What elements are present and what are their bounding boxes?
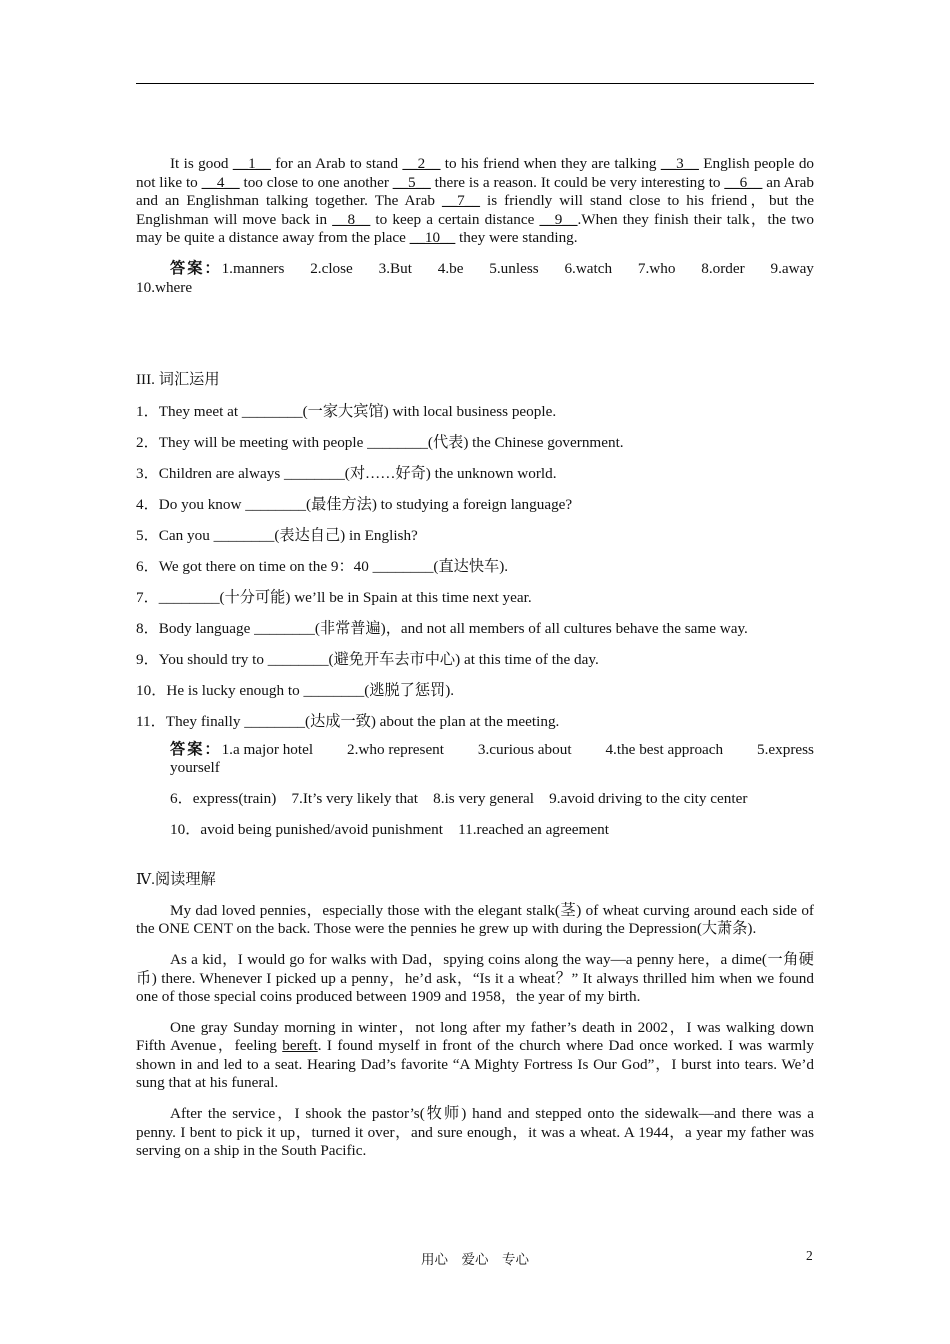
reading-paragraph: One gray Sunday morning in winter，not long after my father’s death in 2002，I was walking down Fifth Avenue，feeling bereft. I found myself in front of the church where Dad once worked. I was warmly shown in and led to a seat. Hearing Dad’s favorite “A Mighty Fortress Is Our God”，I burst into tears. We’d sung that at his funeral. bbox=[136, 1018, 814, 1092]
cloze-blank-5: __5__ bbox=[392, 173, 431, 191]
answer-item: 2.who represent bbox=[347, 740, 444, 758]
vocab-answers bbox=[136, 741, 814, 839]
cloze-blank-2: __2__ bbox=[402, 155, 441, 172]
cloze-blank-8: __8__ bbox=[332, 210, 371, 228]
header-rule bbox=[136, 83, 814, 84]
vocab-item: 8．Body language ________(非常普遍)，and not all members of all cultures behave the same way. bbox=[136, 619, 748, 637]
cloze-blank-10: __10__ bbox=[409, 229, 456, 247]
answer-label: 答案： bbox=[170, 740, 222, 758]
cloze-blank-1: __1__ bbox=[232, 155, 271, 172]
answer-item: 1.manners bbox=[221, 259, 285, 277]
section-heading-vocab: III. 词汇运用 bbox=[136, 371, 220, 389]
vocab-list bbox=[136, 396, 814, 737]
vocab-item: 3．Children are always ________(对……好奇) the unknown world. bbox=[136, 464, 557, 482]
answer-item: 1.a major hotel bbox=[221, 740, 314, 758]
answer-item: 6.watch bbox=[564, 259, 613, 277]
answer-item: 4.be bbox=[437, 259, 464, 277]
answer-line: 10．avoid being punished/avoid punishment 11.reached an agreement bbox=[170, 820, 609, 838]
answer-item: 3.curious about bbox=[477, 740, 572, 758]
cloze-blank-4: __4__ bbox=[201, 173, 240, 191]
answer-item: 2.close bbox=[310, 259, 353, 277]
answer-line: 6．express(train) 7.It’s very likely that 8.is very general 9.avoid driving to the city center bbox=[170, 789, 748, 807]
vocab-item: 6．We got there on time on the 9：40 ________(直达快车). bbox=[136, 557, 509, 575]
vocab-item: 7．________(十分可能) we’ll be in Spain at this time next year. bbox=[136, 588, 532, 606]
vocab-item: 1．They meet at ________(一家大宾馆) with local business people. bbox=[136, 402, 557, 420]
page-number: 2 bbox=[806, 1248, 813, 1263]
reading-paragraph: As a kid，I would go for walks with Dad，spying coins along the way—a penny here，a dime(一角硬币) there. Whenever I picked up a penny，he’d ask，“Is it a wheat？” It always thrilled him when we found one of those special coins produced between 1909 and 1958，the year of my birth. bbox=[136, 950, 814, 1006]
answer-item: yourself bbox=[170, 759, 220, 777]
cloze-blank-6: __6__ bbox=[724, 173, 763, 191]
answer-label: 答案： bbox=[170, 259, 222, 277]
answer-item: 3.But bbox=[378, 259, 412, 277]
reading-paragraph: After the service，I shook the pastor’s(牧师) hand and stepped onto the sidewalk—and there was a penny. I bent to pick it up，turned it over，and sure enough，it was a wheat. A 1944，a year my father was serving on a ship in the South Pacific. bbox=[136, 1105, 814, 1160]
answer-item: 5.unless bbox=[489, 259, 539, 277]
page-content bbox=[136, 155, 814, 1173]
vocab-item: 2．They will be meeting with people ________(代表) the Chinese government. bbox=[136, 433, 624, 451]
cloze-passage: It is good __1__ for an Arab to stand __2__ to his friend when they are talking __3__ English people do not like to __4__ too close to one another __5__ there is a reason. It could be very interesting to __6__ an Arab and an Englishman talking together. The Arab __7__ is friendly will stand close to his friend，but the Englishman will move back in __8__ to keep a certain distance __9__.When they finish their talk，the two may be quite a distance away from the place __10__ they were standing. bbox=[136, 155, 815, 247]
page-footer bbox=[0, 1248, 950, 1268]
cloze-answers bbox=[136, 260, 814, 297]
answer-item: 9.away bbox=[770, 259, 814, 277]
reading-paragraph: My dad loved pennies，especially those with the elegant stalk(茎) of wheat curving around each side of the ONE CENT on the back. Those were the pennies he grew up with during the Depression(大萧条). bbox=[136, 901, 814, 938]
vocab-item: 11．They finally ________(达成一致) about the plan at the meeting. bbox=[136, 712, 560, 730]
answer-item: 10.where bbox=[136, 278, 193, 296]
underlined-word: bereft bbox=[282, 1037, 318, 1055]
vocab-item: 5．Can you ________(表达自己) in English? bbox=[136, 526, 418, 544]
answer-item: 5.express bbox=[757, 740, 814, 758]
cloze-blank-7: __7__ bbox=[441, 192, 480, 210]
vocab-item: 10．He is lucky enough to ________(逃脱了惩罚). bbox=[136, 681, 455, 699]
reading-passage bbox=[136, 902, 814, 1161]
cloze-blank-3: __3__ bbox=[660, 155, 699, 172]
vocab-item: 9．You should try to ________(避免开车去市中心) at this time of the day. bbox=[136, 650, 599, 668]
answer-item: 4.the best approach bbox=[605, 740, 724, 758]
vocab-item: 4．Do you know ________(最佳方法) to studying a foreign language? bbox=[136, 495, 573, 513]
footer-motto: 用心 爱心 专心 bbox=[421, 1252, 529, 1267]
cloze-blank-9: __9__ bbox=[539, 210, 578, 228]
section-heading-reading: Ⅳ.阅读理解 bbox=[136, 871, 216, 889]
answer-item: 7.who bbox=[637, 259, 676, 277]
answer-item: 8.order bbox=[701, 259, 745, 277]
